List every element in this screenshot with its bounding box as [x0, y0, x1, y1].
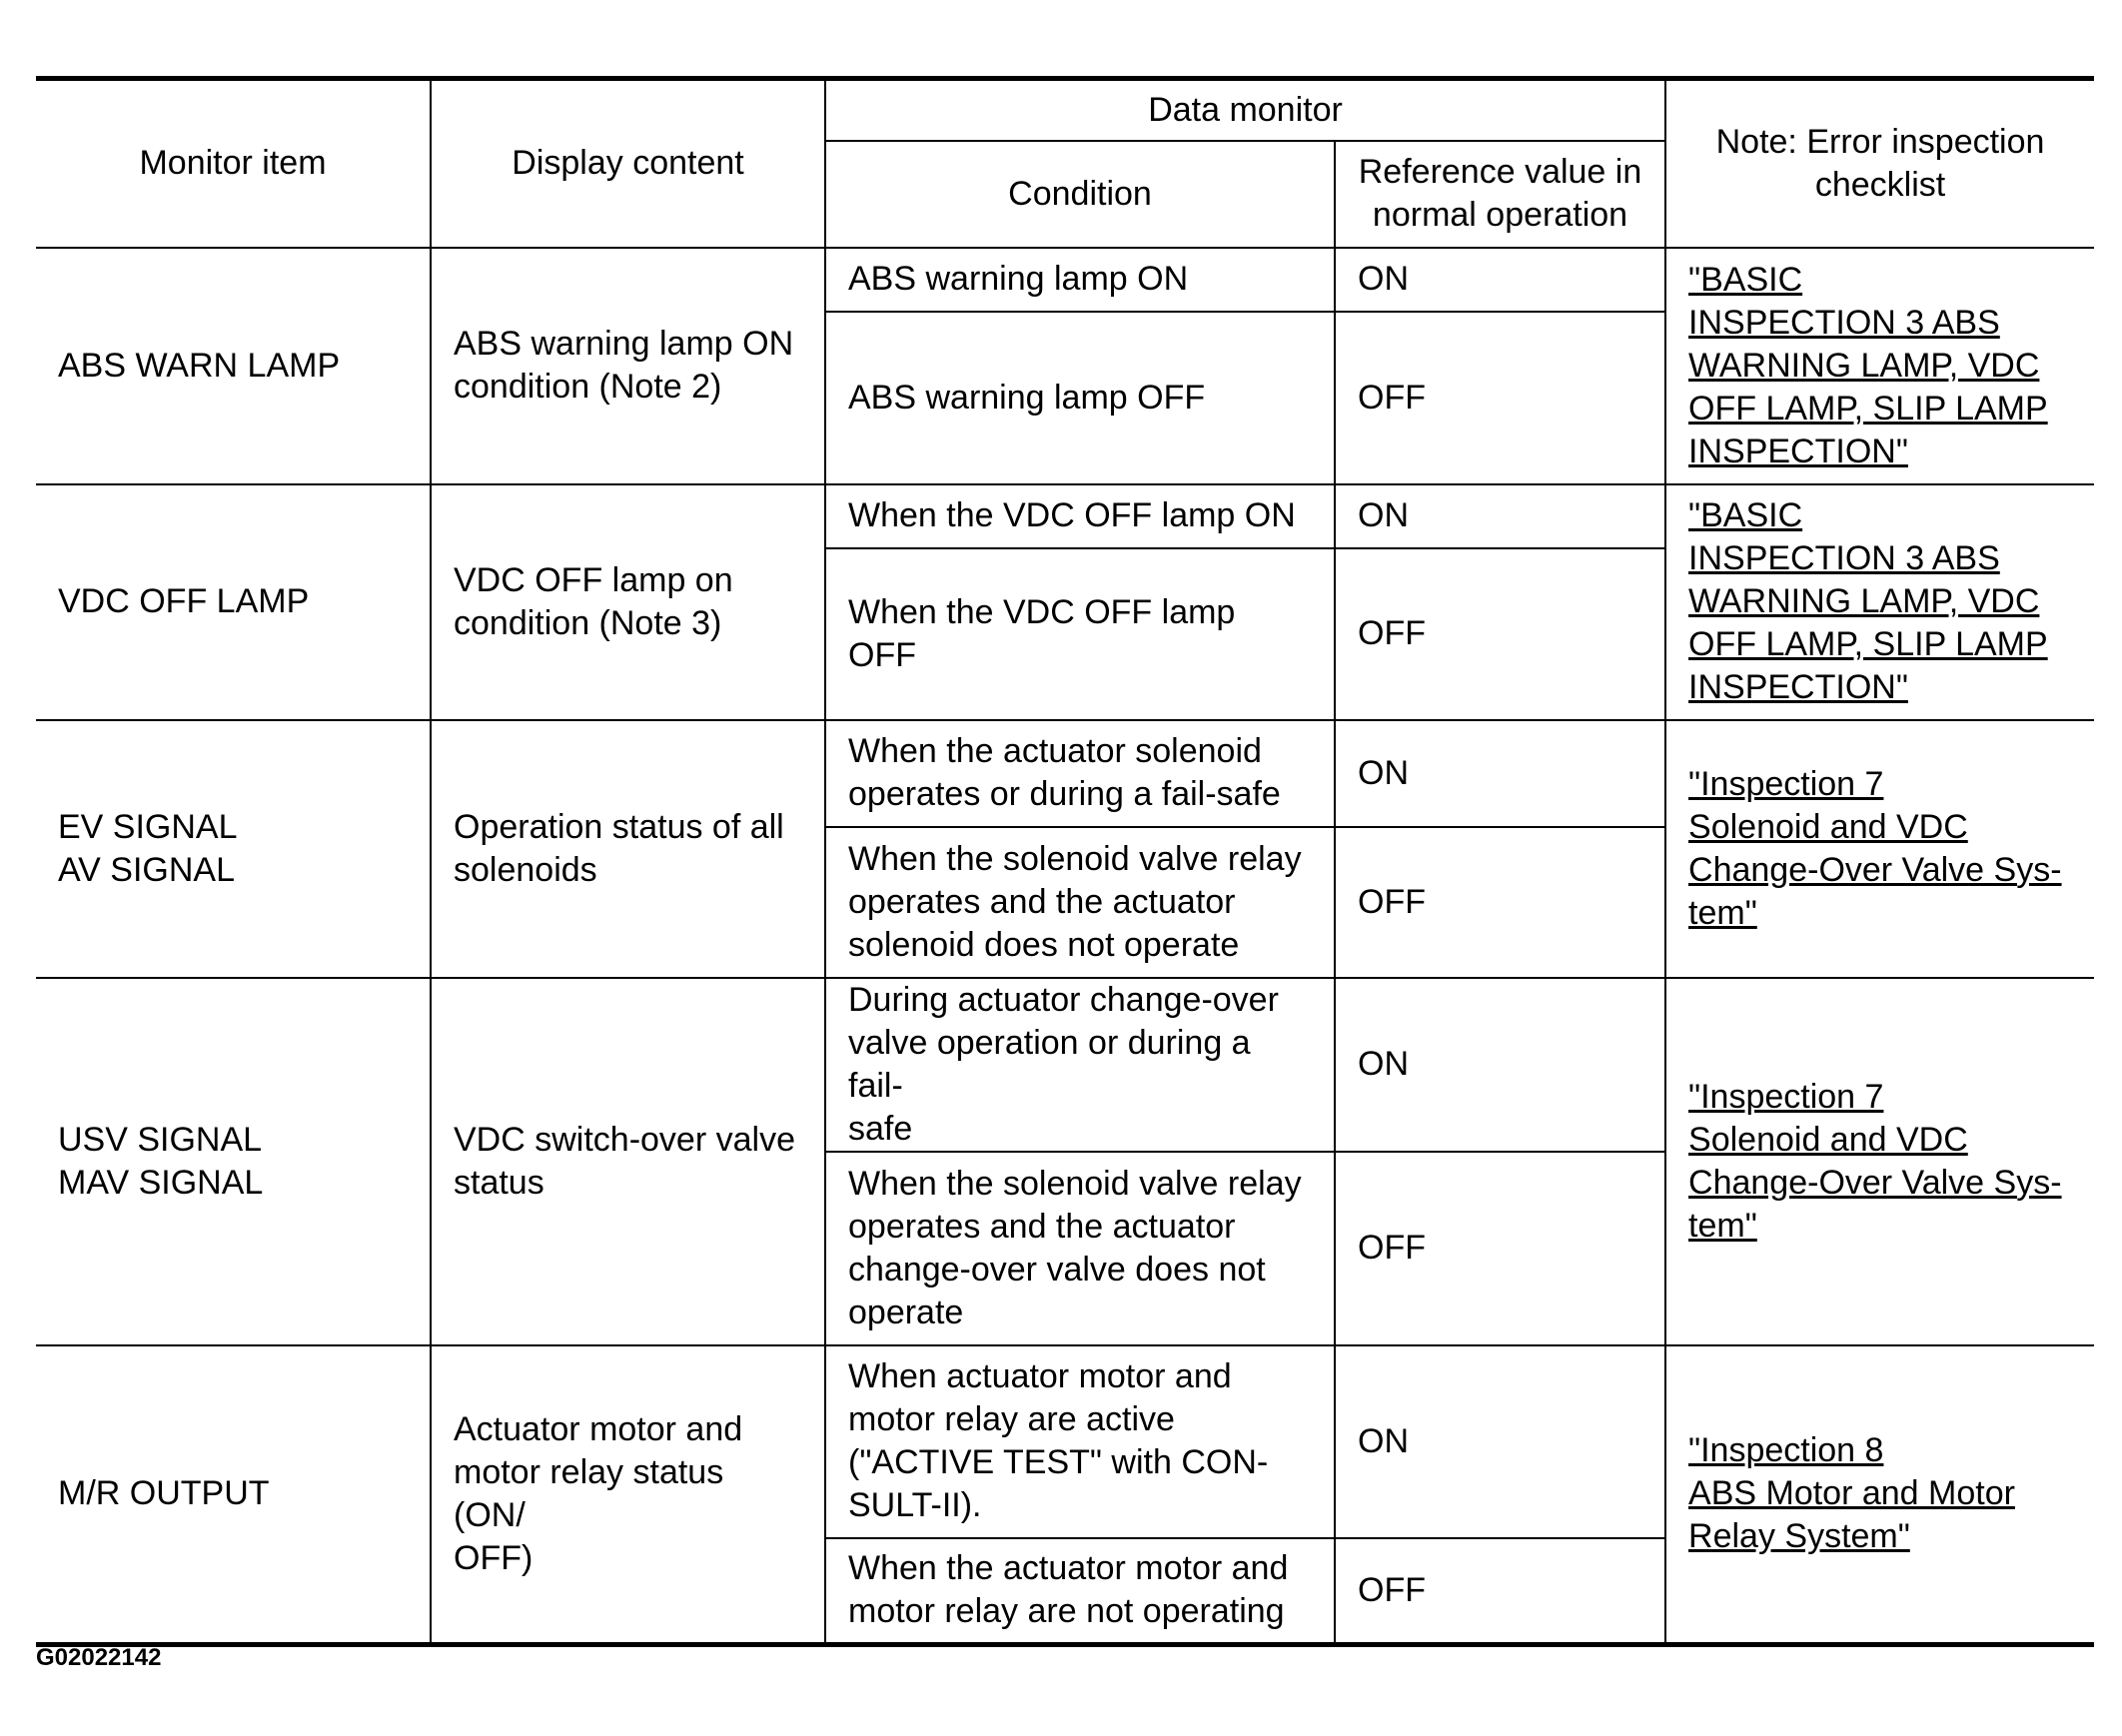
display-content: Operation status of all solenoids — [431, 720, 825, 978]
monitor-item: EV SIGNAL AV SIGNAL — [36, 720, 431, 978]
reference-value-cell: ON — [1335, 978, 1665, 1152]
display-content: ABS warning lamp ON condition (Note 2) — [431, 248, 825, 484]
display-content: VDC OFF lamp on condition (Note 3) — [431, 484, 825, 720]
note-cell — [1665, 484, 2094, 720]
inspection-link[interactable]: "Inspection 8 ABS Motor and Motor Relay System" — [1688, 1431, 2015, 1556]
header-note: Note: Error inspection checklist — [1665, 79, 2094, 248]
reference-value-cell: OFF — [1335, 548, 1665, 720]
condition-cell: During actuator change-over valve operation or during a fail- safe — [825, 978, 1335, 1152]
monitor-item: VDC OFF LAMP — [36, 484, 431, 720]
reference-value-cell: OFF — [1335, 1538, 1665, 1645]
inspection-link[interactable]: "BASIC INSPECTION 3 ABS WARNING LAMP, VDC OFF LAMP, SLIP LAMP INSPECTION" — [1688, 260, 2048, 470]
header-monitor-item: Monitor item — [36, 79, 431, 248]
condition-cell: When the actuator motor and motor relay are not operating — [825, 1538, 1335, 1645]
inspection-link[interactable]: "Inspection 7 Solenoid and VDC Change-Over Valve Sys- tem" — [1688, 764, 2062, 932]
note-cell — [1665, 1345, 2094, 1645]
display-content: Actuator motor and motor relay status (ON/ OFF) — [431, 1345, 825, 1645]
monitor-item: M/R OUTPUT — [36, 1345, 431, 1645]
note-cell — [1665, 720, 2094, 978]
condition-cell: When the VDC OFF lamp ON — [825, 484, 1335, 548]
condition-cell: ABS warning lamp OFF — [825, 312, 1335, 484]
header-reference-value: Reference value in normal operation — [1335, 141, 1665, 248]
inspection-link[interactable]: "Inspection 7 Solenoid and VDC Change-Over Valve Sys- tem" — [1688, 1077, 2062, 1245]
note-cell — [1665, 248, 2094, 484]
condition-cell: When the actuator solenoid operates or during a fail-safe — [825, 720, 1335, 827]
reference-value-cell: ON — [1335, 720, 1665, 827]
header-condition: Condition — [825, 141, 1335, 248]
monitor-item: USV SIGNAL MAV SIGNAL — [36, 978, 431, 1345]
condition-cell: When the solenoid valve relay operates and the actuator change-over valve does not operate — [825, 1152, 1335, 1345]
note-cell — [1665, 978, 2094, 1345]
header-data-monitor: Data monitor — [825, 79, 1665, 141]
condition-cell: When the solenoid valve relay operates and the actuator solenoid does not operate — [825, 827, 1335, 978]
condition-cell: When actuator motor and motor relay are active ("ACTIVE TEST" with CON- SULT-II). — [825, 1345, 1335, 1538]
display-content: VDC switch-over valve status — [431, 978, 825, 1345]
inspection-link[interactable]: "BASIC INSPECTION 3 ABS WARNING LAMP, VDC OFF LAMP, SLIP LAMP INSPECTION" — [1688, 496, 2048, 706]
reference-value-cell: ON — [1335, 248, 1665, 312]
reference-value-cell: ON — [1335, 1345, 1665, 1538]
header-display-content: Display content — [431, 79, 825, 248]
monitor-item: ABS WARN LAMP — [36, 248, 431, 484]
reference-value-cell: OFF — [1335, 1152, 1665, 1345]
reference-value-cell: OFF — [1335, 312, 1665, 484]
reference-value-cell: OFF — [1335, 827, 1665, 978]
condition-cell: When the VDC OFF lamp OFF — [825, 548, 1335, 720]
figure-id: G02022142 — [36, 1644, 162, 1671]
reference-value-cell: ON — [1335, 484, 1665, 548]
condition-cell: ABS warning lamp ON — [825, 248, 1335, 312]
data-monitor-table — [36, 76, 2094, 1647]
